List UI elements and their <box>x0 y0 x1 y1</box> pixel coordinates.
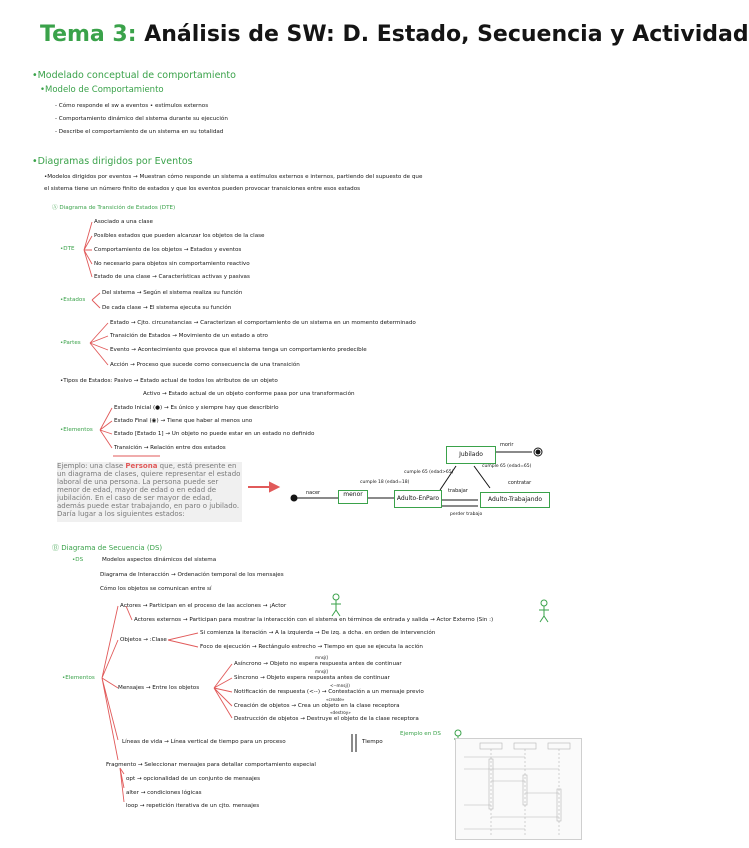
ds-fragmento: Fragmento → Seleccionar mensajes para detallar comportamiento especial <box>106 762 316 768</box>
estados-label: •Estados <box>60 297 86 303</box>
event-morir: morir <box>500 442 514 448</box>
subheading-modelo-comportamiento: •Modelo de Comportamiento <box>40 85 164 95</box>
s1-item-2: - Comportamiento dinámico del sistema durante su ejecución <box>55 116 228 122</box>
partes-label: •Partes <box>60 340 81 346</box>
ds-lineas-vida: Líneas de vida → Línea vertical de tiempo para un proceso <box>122 739 286 745</box>
ds-item-2: Diagrama de Interacción → Ordenación temporal de los mensajes <box>100 572 284 578</box>
event-cumple-18: cumple 18 (edad=18) <box>360 480 410 485</box>
state-menor: menor <box>338 490 368 504</box>
dte-item-2: Posibles estados que pueden alcanzar los objetos de la clase <box>94 233 265 239</box>
eventos-intro-2: el sistema tiene un número finito de estados y que los eventos pueden provocar transiciones entre esos estados <box>44 186 361 192</box>
partes-item-3: Evento → Acontecimiento que provoca que el sistema tenga un comportamiento predecible <box>110 347 367 353</box>
ds-mensaje-5: Destrucción de objetos → Destruye el objeto de la clase receptora <box>234 716 419 722</box>
eventos-intro-1: •Modelos dirigidos por eventos → Muestran cómo responde un sistema a estímulos externos e internos, partiendo del supuesto de que <box>44 174 423 180</box>
ds-frag-opt: opt → opcionalidad de un conjunto de mensajes <box>126 776 261 782</box>
event-cumple-65-a: cumple 65 (edad>65) <box>404 470 454 475</box>
ds-heading: Ⓑ Diagrama de Secuencia (DS) <box>52 544 163 552</box>
state-jubilado: Jubilado <box>446 446 496 464</box>
dte-heading: Ⓐ Diagrama de Transición de Estados (DTE) <box>52 205 176 211</box>
elementos-label: •Elementos <box>60 427 93 433</box>
example-note-post: que, está presente en un diagrama de clases, quiere representar el estado laboral de una persona. La persona puede ser menor de edad, mayor de edad o en edad de jubilación. En el caso de ser mayor de edad, además puede estar trabajando, en paro o jubilado. Daría lugar a los siguientes estados: <box>57 462 241 519</box>
dte-item-3: Comportamiento de los objetos → Estados y eventos <box>94 247 242 253</box>
ds-mensaje-2: Síncrono → Objeto espera respuesta antes de continuar <box>234 675 390 681</box>
event-cumple-65-b: cumple 65 (edad=65) <box>482 464 532 469</box>
ds-label: •DS <box>72 557 84 563</box>
ds-mensajes-label: Mensajes → Entre los objetos <box>118 685 200 691</box>
tipos-estados-line-1: •Tipos de Estados: Pasivo → Estado actual de todos los atributos de un objeto <box>60 378 278 384</box>
ds-mensaje-4: Creación de objetos → Crea un objeto en la clase receptora <box>234 703 400 709</box>
partes-item-2: Transición de Estados → Movimiento de un estado a otro <box>110 333 268 339</box>
dte-label: •DTE <box>60 246 75 252</box>
elementos-item-4: Transición → Relación entre dos estados <box>114 445 226 451</box>
ds-example-sketch <box>456 739 581 839</box>
ds-item-1: Modelos aspectos dinámicos del sistema <box>102 557 217 563</box>
ds-msg-tag-5: «destroy» <box>330 710 351 715</box>
ds-actores: Actores → Participan en el proceso de las acciones → ¡Actor <box>120 603 287 609</box>
s1-item-3: - Describe el comportamiento de un sistema en su totalidad <box>55 129 224 135</box>
state-adulto-enparo: Adulto-EnParo <box>394 490 442 508</box>
estados-item-1: Del sistema → Según el sistema realiza su función <box>102 290 243 296</box>
tipos-estados-line-2: Activo → Estado actual de un objeto conforme pasa por una transformación <box>143 391 355 397</box>
section-heading-modelado: •Modelado conceptual de comportamiento <box>32 70 236 81</box>
event-contratar: contratar <box>508 480 532 486</box>
ds-ejemplo-label: Ejemplo en DS <box>400 731 441 737</box>
title-rest: Análisis de SW: D. Estado, Secuencia y Actividad <box>144 22 749 47</box>
section-heading-eventos: •Diagramas dirigidos por Eventos <box>32 156 193 167</box>
ds-frag-alter: alter → condiciones lógicas <box>126 790 202 796</box>
ds-mensaje-3: Notificación de respuesta (<--) → Contestación a un mensaje previo <box>234 689 424 695</box>
event-nacer: nacer <box>306 490 321 496</box>
event-trabajar: trabajar <box>448 488 468 494</box>
ds-objetos-b: Foco de ejecución → Rectángulo estrecho → Tiempo en que se ejecuta la acción <box>200 644 423 650</box>
page-title <box>40 22 749 47</box>
elementos-item-1: Estado Inicial (●) → Es único y siempre hay que describirlo <box>114 405 279 411</box>
ds-item-3: Cómo los objetos se comunican entre sí <box>100 586 212 592</box>
estados-item-2: De cada clase → El sistema ejecuta su función <box>102 305 232 311</box>
ds-objetos-a: Si comienza la iteración → A la izquierda → De izq. a dcha. en orden de intervención <box>200 630 436 636</box>
dte-item-1: Asociado a una clase <box>94 219 153 225</box>
ds-objetos: Objetos → :Clase <box>120 637 167 643</box>
event-perder-trabajo: perder trabajo <box>450 512 483 517</box>
ds-tiempo: Tiempo <box>362 739 383 745</box>
partes-item-4: Acción → Proceso que sucede como consecuencia de una transición <box>110 362 300 368</box>
example-note <box>57 462 242 522</box>
ds-mensaje-1: Asíncrono → Objeto no espera respuesta antes de continuar <box>234 661 402 667</box>
example-note-highlight: Persona <box>125 462 158 470</box>
ds-elementos-label: •Elementos <box>62 675 95 681</box>
title-tema: Tema 3: <box>40 22 137 47</box>
state-adulto-trabajando: Adulto-Trabajando <box>480 492 550 508</box>
elementos-item-2: Estado Final (◉) → Tiene que haber al menos uno <box>114 418 253 424</box>
s1-item-1: - Cómo responde el sw a eventos • estímulos externos <box>55 103 209 109</box>
example-note-pre: Ejemplo: una clase <box>57 462 126 470</box>
dte-item-4: No necesario para objetos sin comportamiento reactivo <box>94 261 250 267</box>
dte-item-5: Estado de una clase → Características activas y pasivas <box>94 274 250 280</box>
elementos-item-3: Estado [Estado 1] → Un objeto no puede estar en un estado no definido <box>114 431 315 437</box>
partes-item-1: Estado → Cjto. circunstancias → Caracterizan el comportamiento de un sistema en un momento determinado <box>110 320 416 326</box>
ds-msg-tag-2: mnsj() <box>315 669 329 674</box>
ds-frag-loop: loop → repetición iterativa de un cjto. mensajes <box>126 803 260 809</box>
ds-example-thumbnail <box>455 738 582 840</box>
ds-actores-externos: Actores externos → Participan para mostrar la interacción con el sistema en términos de entrada y salida → Actor Externo (Sin :) <box>134 617 494 623</box>
ds-msg-tag-4: «create» <box>326 697 345 702</box>
ds-msg-tag-3: <--mnsj() <box>330 683 350 688</box>
ds-msg-tag-1: mnsj() <box>315 655 329 660</box>
